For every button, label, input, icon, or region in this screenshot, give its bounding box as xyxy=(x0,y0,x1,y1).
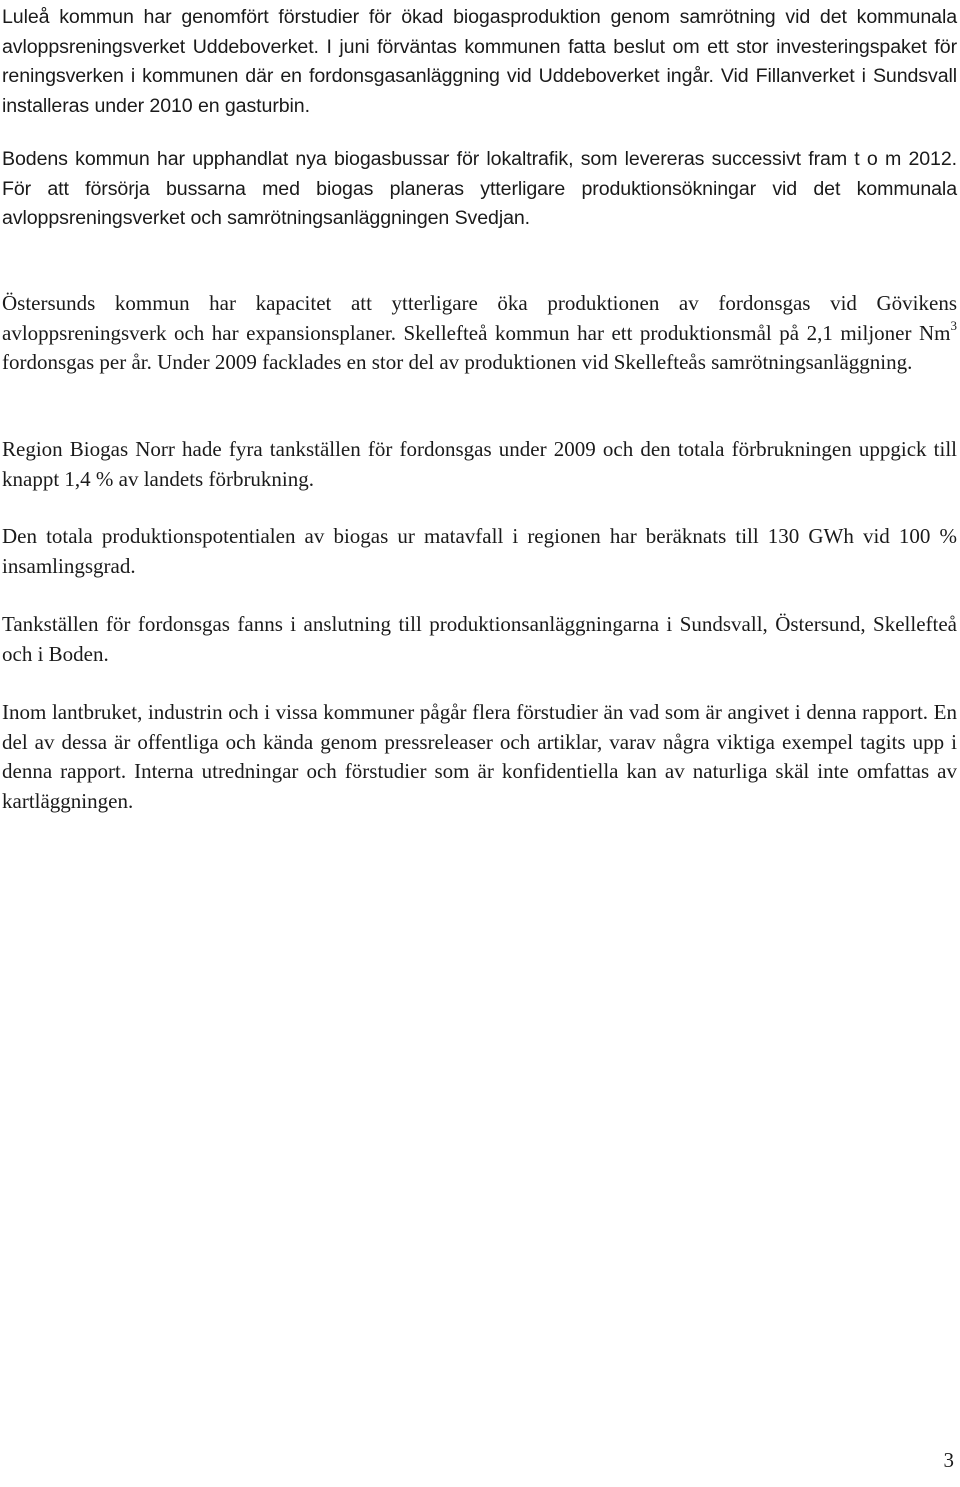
paragraph-ostersund xyxy=(2,289,957,378)
paragraph-text: Luleå kommun har genomfört förstudier för ökad biogasproduktion genom samrötning vid det kommunala avloppsreningsverket Uddeboverket. I juni förväntas kommunen fatta beslut om ett stor investeringspaket för reningsverken i kommunen där en fordonsgasanläggning vid Uddeboverket ingår. Vid Fillanverket i Sundsvall installeras under 2010 en gasturbin. xyxy=(2,6,957,117)
paragraph-text: fordonsgas per år. Under 2009 facklades en stor del av produktionen vid Skellefteås samrötningsanläggning. xyxy=(2,350,913,374)
paragraph-text: Bodens kommun har upphandlat nya biogasbussar för lokaltrafik, som levereras successivt fram t o m 2012. För att försörja bussarna med biogas planeras ytterligare produktionsökningar vid det kommunala avloppsreningsverket och samrötningsanläggningen Svedjan. xyxy=(2,148,957,229)
paragraph-boden xyxy=(2,145,957,234)
paragraph-text: Östersunds kommun har kapacitet att ytterligare öka produktionen av fordonsgas vid Gövikens avloppsreningsverk och har expansionsplaner. Skellefteå kommun har ett produktionsmål på 2,1 miljoner Nm xyxy=(2,291,957,345)
paragraph-region xyxy=(2,435,957,494)
page-number: 3 xyxy=(943,1448,954,1472)
paragraph-potential xyxy=(2,522,957,581)
paragraph-text: Region Biogas Norr hade fyra tankställen för fordonsgas under 2009 och den totala förbrukningen uppgick till knappt 1,4 % av landets förbrukning. xyxy=(2,437,957,491)
paragraph-text: Den totala produktionspotentialen av biogas ur matavfall i regionen har beräknats till 130 GWh vid 100 % insamlingsgrad. xyxy=(2,524,957,578)
superscript-exponent: 3 xyxy=(950,317,957,333)
paragraph-lulea xyxy=(2,3,957,121)
paragraph-text: Inom lantbruket, industrin och i vissa kommuner pågår flera förstudier än vad som är angivet i denna rapport. En del av dessa är offentliga och kända genom pressreleaser och artiklar, varav några viktiga exempel tagits upp i denna rapport. Interna utredningar och förstudier som är konfidentiella kan av naturliga skäl inte omfattas av kartläggningen. xyxy=(2,700,957,813)
paragraph-lantbruket xyxy=(2,698,957,816)
paragraph-text: Tankställen för fordonsgas fanns i anslutning till produktionsanläggningarna i Sundsvall, Östersund, Skellefteå och i Boden. xyxy=(2,612,957,666)
paragraph-tankstallen xyxy=(2,610,957,669)
